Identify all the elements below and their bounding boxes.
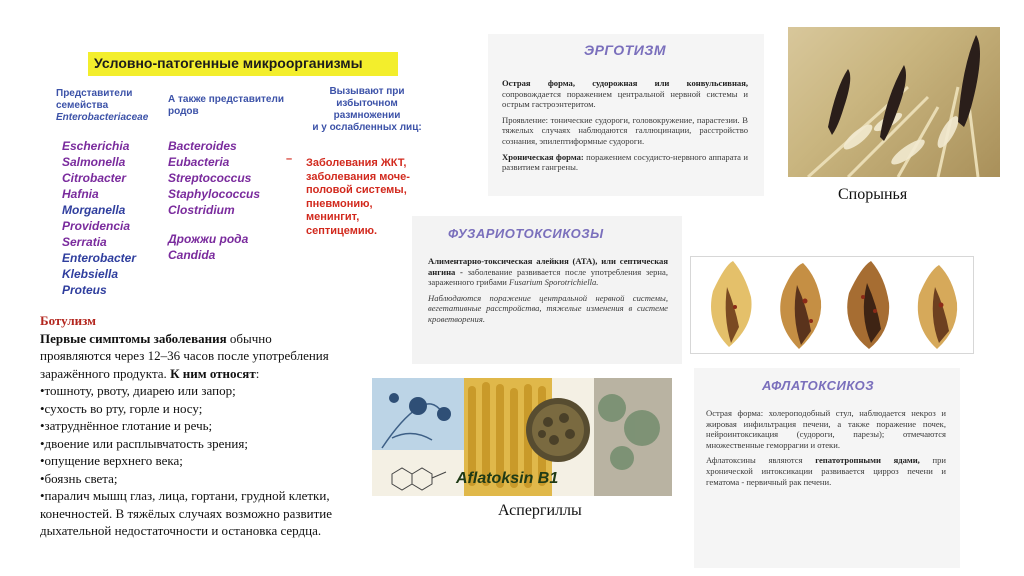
list-item: Salmonella <box>62 155 126 169</box>
botulism-title: Ботулизм <box>40 313 96 328</box>
symptom-item: •тошноту, рвоту, диарею или запор; <box>40 383 236 398</box>
symptom-item: конечностей. В тяжёлых случаях возможно развитие <box>40 505 332 521</box>
aflatox-text <box>706 408 946 492</box>
fusarium-text <box>428 256 668 330</box>
lead-bold: Первые симптомы заболевания <box>40 330 227 346</box>
para-bold: Хроническая форма: <box>502 151 584 162</box>
para-bold: Острая форма, судорожная или конвульсивная, <box>502 78 748 88</box>
symptom-item: дыхательной недостаточности и остановка сердца. <box>40 523 322 538</box>
list-item: Citrobacter <box>62 171 127 185</box>
list-item: Serratia <box>62 235 107 249</box>
ergotism-para <box>502 152 748 173</box>
col3-header-line: размножении <box>333 110 401 121</box>
fusarium-grains-photo <box>690 256 974 354</box>
enterobacteria-list <box>62 138 136 298</box>
para-text: при хронической интоксикации развивается цирроз печени и гематома - первичный рак печени. <box>706 455 946 487</box>
opportunistic-title: Условно-патогенные микроорганизмы <box>94 55 363 71</box>
grains-illustration <box>691 257 975 355</box>
botulism-line: проявляются через 12–36 часов после употребления <box>40 348 329 363</box>
ergot-illustration <box>788 27 1000 177</box>
ergotism-title: ЭРГОТИЗМ <box>584 42 666 58</box>
list-item: Candida <box>168 248 216 262</box>
fusarium-title: ФУЗАРИОТОКСИКОЗЫ <box>448 226 604 241</box>
col2-header-line: А также представители <box>168 94 284 105</box>
line3-colon: : <box>255 365 260 381</box>
disease-dash: – <box>286 153 293 165</box>
col2-header-line: родов <box>168 106 199 117</box>
para-text: Афлатоксины являются <box>706 455 816 466</box>
ergotism-para: Проявление: тонические судороги, головокружение, парастезии. В тяжелых случаях наблюдаются галлюцинации, расстройство сознания, эпилептиформные судороги. <box>502 114 748 146</box>
candida-list <box>168 231 248 263</box>
col1-header <box>56 88 148 124</box>
col1-header-line: Представители <box>56 88 133 99</box>
symptom-item: •боязнь света; <box>40 470 118 486</box>
aflatox-title: АФЛАТОКСИКОЗ <box>762 378 875 393</box>
list-item: Morganella <box>62 203 126 217</box>
list-item: Enterobacter <box>62 251 137 265</box>
aspergillus-caption: Аспергиллы <box>498 502 582 519</box>
symptom-item: •опущение верхнего века; <box>40 453 183 468</box>
col3-header-line: Вызывают при <box>329 86 405 97</box>
para-text: сопровождается поражением центральной нервной системы и острым гастроэнтеритом. <box>502 88 748 110</box>
aspergillus-collage <box>372 378 672 496</box>
fusarium-para <box>428 256 668 288</box>
botulism-line <box>40 365 400 383</box>
list-item: Дрожжи рода <box>168 232 249 246</box>
list-item: Clostridium <box>168 203 235 217</box>
list-item: заболевания моче- <box>306 170 410 183</box>
list-item: Klebsiella <box>62 267 119 281</box>
list-item: Streptococcus <box>168 171 252 185</box>
symptom-item: •паралич мышц глаз, лица, гортани, грудной клетки, <box>40 488 330 503</box>
col1-header-line: семейства <box>56 100 109 111</box>
para-text: заболевание развивается после употребления зерна, зараженного грибами <box>428 266 668 288</box>
symptom-item: •затруднённое глотание и речь; <box>40 418 213 433</box>
aflatox-para: Острая форма: холероподобный стул, наблюдается некроз и жировая инфильтрация печени, а также поражение почек, нейроинтоксикация (судороги, парезы); отмечаются множественные геморрагии и отеки. <box>706 408 946 450</box>
aflatox-panel <box>694 368 960 568</box>
list-item: Заболевания ЖКТ, <box>306 157 407 169</box>
list-item: септицемию. <box>306 224 378 237</box>
ergot-caption: Спорынья <box>838 186 908 203</box>
col3-header <box>302 86 432 134</box>
list-item: Proteus <box>62 283 107 297</box>
list-item: Eubacteria <box>168 155 230 169</box>
list-item: Hafnia <box>62 187 99 201</box>
aflatox-para <box>706 455 946 487</box>
col1-header-line: Enterobacteriaceae <box>56 112 149 123</box>
list-item: Providencia <box>62 219 131 233</box>
lead-rest: обычно <box>226 330 272 346</box>
ergot-photo <box>788 27 1000 177</box>
ergotism-text <box>502 78 748 178</box>
botulism-section <box>40 312 400 540</box>
col2-header <box>168 94 284 118</box>
list-item: Staphylococcus <box>168 187 261 201</box>
para-italic: Fusarium Sporotrichiella. <box>509 277 599 288</box>
disease-list <box>306 157 410 238</box>
para-text: поражением сосудисто-нервного аппарата и развитием гангрены. <box>502 151 748 173</box>
list-item: Bacteroides <box>168 139 237 153</box>
list-item: менингит, <box>306 211 360 223</box>
para-bold: гепатотропными ядами, <box>815 455 920 466</box>
list-item: пневмонию, <box>306 197 373 210</box>
symptom-item: •двоение или расплывчатость зрения; <box>40 435 248 451</box>
line3-bold: К ним относят <box>170 365 256 381</box>
ergotism-para <box>502 78 748 110</box>
symptom-item: •сухость во рту, горле и носу; <box>40 400 203 416</box>
col3-header-line: избыточном <box>336 98 398 109</box>
ergotism-panel <box>488 34 764 196</box>
list-item: Escherichia <box>62 139 130 153</box>
list-item: половой системы, <box>306 184 407 196</box>
line3-text: заражённого продукта. <box>40 365 171 381</box>
fusarium-para: Наблюдаются поражение центральной нервной системы, вегетативные расстройства, тяжелые изменения в системе кроветворения. <box>428 292 668 324</box>
col3-header-line: и у ослабленных лиц: <box>312 122 422 133</box>
genera-list <box>168 138 260 218</box>
botulism-lead <box>40 330 400 348</box>
para-bold: Алиментарно-токсическая алейкия (АТА), или септическая ангина - <box>428 256 668 277</box>
opportunistic-title-bar <box>88 52 398 76</box>
aflatoxin-label: Aflatoksin B1 <box>456 470 559 487</box>
fusarium-panel <box>412 216 682 364</box>
